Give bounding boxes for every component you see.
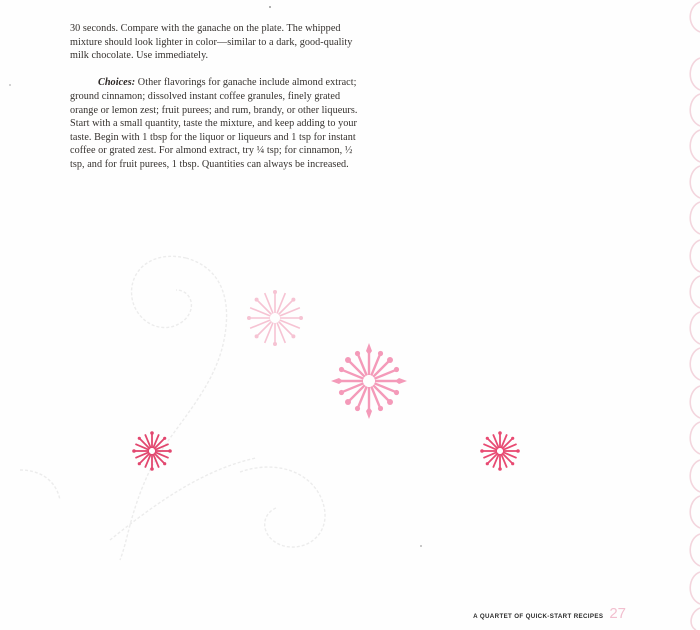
- running-head: A QUARTET OF QUICK-START RECIPES: [473, 613, 604, 620]
- paragraph-whipped-ganache: 30 seconds. Compare with the ganache on the plate. The whipped mixture should look lighter in color—similar to a dark, good-quality milk chocolate. Use immediately.: [70, 23, 353, 62]
- choices-lead-in: Choices:: [98, 77, 136, 89]
- flower-burst-icon: [331, 343, 407, 419]
- swirl-ornament-icon: [20, 256, 325, 560]
- page-footer: [473, 606, 626, 621]
- flower-burst-icon: [480, 431, 520, 471]
- scan-speck: [269, 6, 271, 8]
- scan-speck: [420, 545, 422, 547]
- recipe-body-text: [70, 22, 360, 172]
- flower-burst-icon: [132, 431, 172, 471]
- page-number: 27: [609, 605, 626, 622]
- paragraph-choices: [70, 76, 360, 171]
- choices-text: Other flavorings for ganache include almond extract; ground cinnamon; dissolved instant coffee granules, finely grated orange or lemon zest; fruit purees; and rum, brandy, or other liqueurs. Start with a small quantity, taste the mixture, and keep adding to your taste. Begin with 1 tbsp for the liquor or liqueurs and 1 tsp for instant coffee or grated zest. For almond extract, try ¼ tsp; for cinnamon, ½ tsp, and for fruit purees, 1 tbsp. Quantities can always be increased.: [70, 77, 358, 170]
- scan-speck: [9, 84, 11, 86]
- edge-scallop-border-icon: [690, 2, 700, 630]
- flower-burst-icon: [247, 290, 303, 346]
